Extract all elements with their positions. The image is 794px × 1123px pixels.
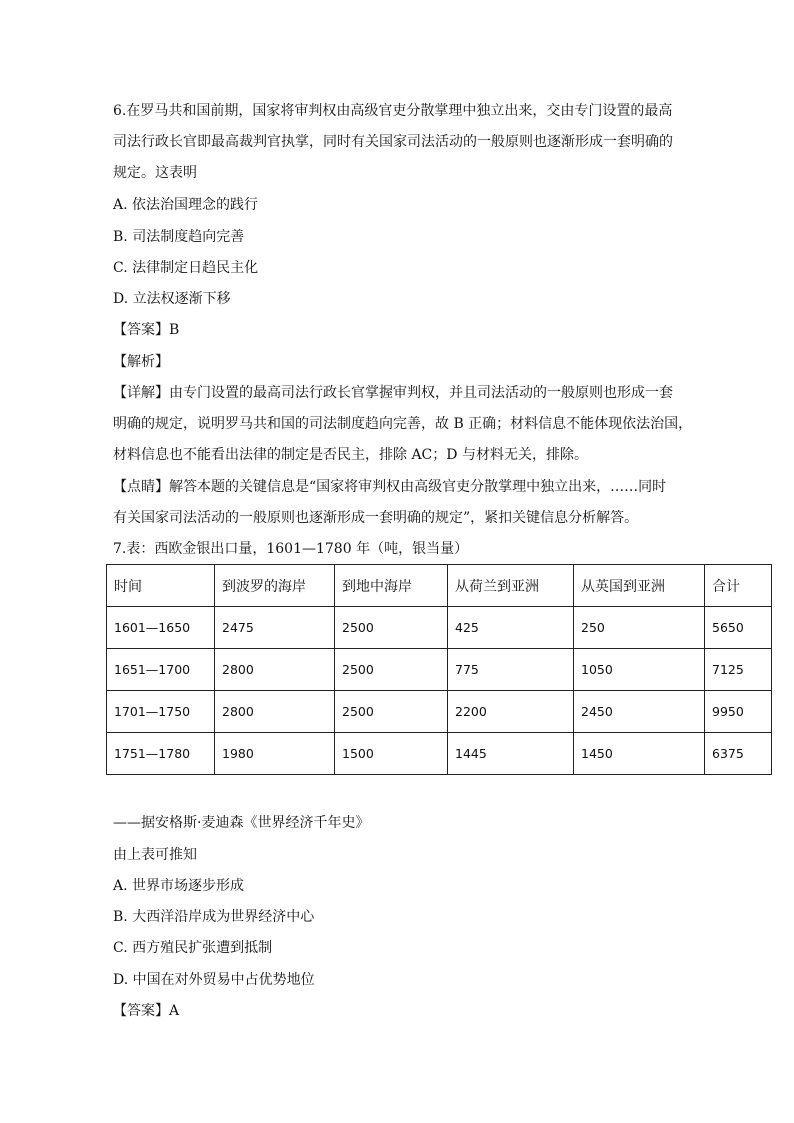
table-row: [107, 733, 772, 775]
table-header-cell: 时间: [107, 565, 215, 607]
q7-option-c: C. 西方殖民扩张遭到抵制: [113, 940, 273, 956]
table-cell: 9950: [705, 691, 772, 733]
q7-source: ——据安格斯·麦迪森《世界经济千年史》: [113, 815, 370, 831]
q6-analysis-label: 【解析】: [113, 354, 169, 370]
table-cell: 1601—1650: [107, 607, 215, 649]
q6-option-d: D. 立法权逐渐下移: [113, 291, 231, 307]
table-header-cell: 到波罗的海岸: [215, 565, 335, 607]
q7-title: 7.表：西欧金银出口量，1601—1780 年（吨，银当量）: [113, 541, 469, 557]
table-row: [107, 607, 772, 649]
q6-note-line-2: 有关国家司法活动的一般原则也逐渐形成一套明确的规定”，紧扣关键信息分析解答。: [113, 510, 639, 526]
table-cell: 775: [448, 649, 574, 691]
table-cell: 7125: [705, 649, 772, 691]
table-cell: 1751—1780: [107, 733, 215, 775]
table-cell: 1450: [574, 733, 705, 775]
q7-prompt: 由上表可推知: [113, 847, 197, 863]
q6-stem-line-1: 6.在罗马共和国前期，国家将审判权由高级官吏分散掌理中独立出来，交由专门设置的最高: [113, 103, 673, 119]
table-cell: 425: [448, 607, 574, 649]
q6-answer: 【答案】B: [113, 322, 180, 338]
table-cell: 2800: [215, 691, 335, 733]
q6-detail-line-2: 明确的规定，说明罗马共和国的司法制度趋向完善，故 B 正确；材料信息不能体现依法治国，: [113, 416, 693, 432]
table-cell: 1701—1750: [107, 691, 215, 733]
table-header-cell: 合计: [705, 565, 772, 607]
table-cell: 2500: [335, 649, 448, 691]
table-cell: 2200: [448, 691, 574, 733]
q7-option-a: A. 世界市场逐步形成: [113, 878, 245, 894]
q7-answer: 【答案】A: [113, 1003, 180, 1019]
table-header-cell: 到地中海岸: [335, 565, 448, 607]
gold-silver-export-table: [106, 564, 772, 775]
q6-stem-line-2: 司法行政长官即最高裁判官执掌，同时有关国家司法活动的一般原则也逐渐形成一套明确的: [113, 134, 673, 150]
table-header-cell: 从荷兰到亚洲: [448, 565, 574, 607]
table-header-row: [107, 565, 772, 607]
table-cell: 6375: [705, 733, 772, 775]
q6-detail-line-3: 材料信息也不能看出法律的制定是否民主，排除 AC；D 与材料无关，排除。: [113, 447, 588, 463]
table-cell: 2500: [335, 691, 448, 733]
table-cell: 2500: [335, 607, 448, 649]
table-row: [107, 691, 772, 733]
table-cell: 1500: [335, 733, 448, 775]
table-cell: 1445: [448, 733, 574, 775]
q6-option-c: C. 法律制定日趋民主化: [113, 260, 259, 276]
table-row: [107, 649, 772, 691]
table-cell: 1980: [215, 733, 335, 775]
table-cell: 1651—1700: [107, 649, 215, 691]
table-cell: 2450: [574, 691, 705, 733]
q6-option-b: B. 司法制度趋向完善: [113, 229, 245, 245]
q6-note-line-1: 【点睛】解答本题的关键信息是“国家将审判权由高级官吏分散掌理中独立出来，……同时: [113, 479, 667, 495]
table-cell: 250: [574, 607, 705, 649]
table-cell: 5650: [705, 607, 772, 649]
table-header-cell: 从英国到亚洲: [574, 565, 705, 607]
q6-detail-line-1: 【详解】由专门设置的最高司法行政长官掌握审判权，并且司法活动的一般原则也形成一套: [113, 385, 673, 401]
table-cell: 2800: [215, 649, 335, 691]
q7-option-b: B. 大西洋沿岸成为世界经济中心: [113, 909, 315, 925]
q6-stem-line-3: 规定。这表明: [113, 165, 197, 181]
q7-option-d: D. 中国在对外贸易中占优势地位: [113, 972, 315, 988]
table-cell: 1050: [574, 649, 705, 691]
table-cell: 2475: [215, 607, 335, 649]
q6-option-a: A. 依法治国理念的践行: [113, 197, 259, 213]
